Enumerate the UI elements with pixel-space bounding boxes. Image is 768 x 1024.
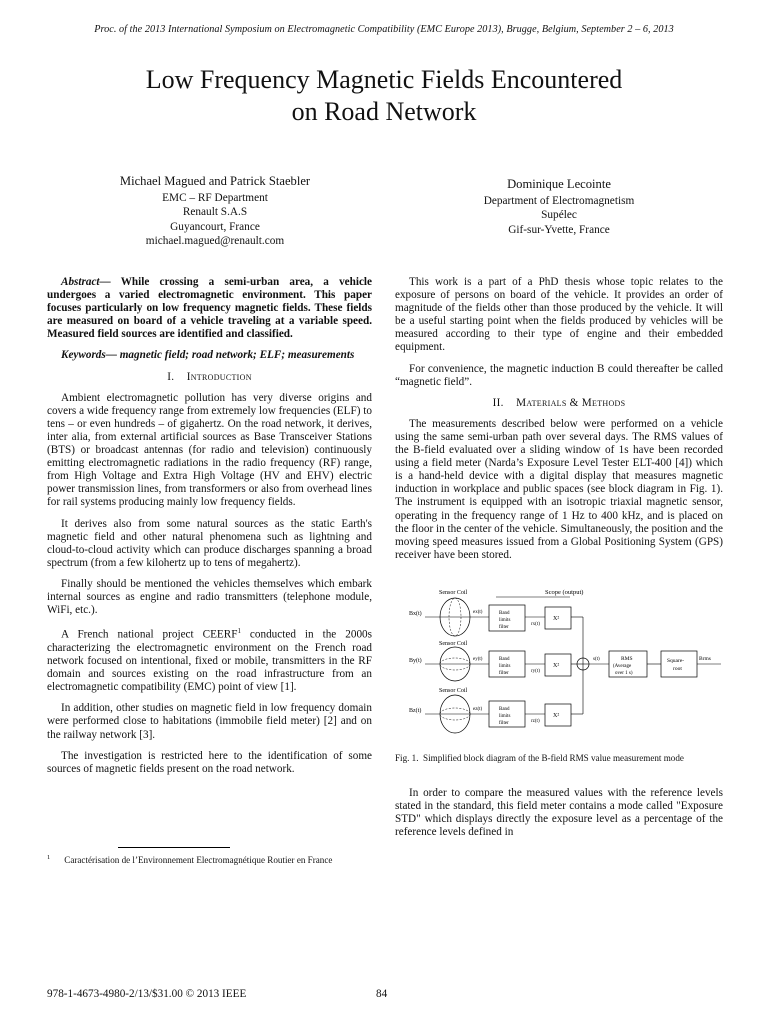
filter-label: Band [499,611,510,616]
input-label: Bx(t) [409,611,422,617]
filter-label: filter [499,671,509,676]
section-heading-introduction [47,371,372,384]
filtered-label: ry(t) [531,669,540,674]
affiliation-line: Gif-sur-Yvette, France [508,223,610,236]
rms-label: RMS [621,656,633,662]
filtered-label: rx(t) [531,622,540,627]
abstract-body: While crossing a semi-urban area, a vehicle undergoes a varied electromagnetic environment. This paper focuses particularly on low frequency magnetic fields. These fields are measured on board of a vehicle traveling at a variable speed. Measured field sources are identified and classified. [47,276,372,341]
affiliation-line: EMC – RF Department [162,191,268,204]
conference-header: Proc. of the 2013 International Symposium on Electromagnetic Compatibility (EMC Europe 2013), Brugge, Belgium, September 2 – 6, 2013 [94,24,674,35]
section-number: II. [492,396,504,409]
section-heading-methods [395,397,723,410]
abstract-lead: Abstract— [61,276,111,288]
square-label: X² [553,616,560,622]
author-email[interactable]: michael.magued@renault.com [145,235,285,247]
title-line-2: on Road Network [291,97,477,126]
scope-label: Scope (output) [545,589,584,596]
paragraph: Ambient electromagnetic pollution has very diverse origins and covers a wide frequency range from extremely low frequencies (ELF) to tens – or even hundreds – of gigahertz. On the road network, it derives, inter alia, from external artificial sources as Base Transceiver Stations (BTS) or broadcast antennas (for radio and television) continuously emitting electromagnetic radiations in the radio frequency (RF) range, from High Voltage and Extra High Voltage (HV and EHV) electric power transmission lines, from transformers or also from overhead lines for rail systems producing mainly low frequency fields. [47,391,372,509]
square-label: X² [553,663,560,669]
input-label: By(t) [409,658,422,664]
copyright-footer: 978-1-4673-4980-2/13/$31.00 © 2013 IEEE [47,988,247,1000]
sensor-row-x [409,590,583,658]
induced-label: ez(t) [473,707,483,712]
sensor-row-y [409,641,577,681]
author-block-left [60,174,370,249]
input-label: Bz(t) [409,708,422,714]
page-number: 84 [376,988,388,1000]
sum-label: s(t) [593,657,600,662]
author-name-left: Michael Magued and Patrick Staebler [119,174,311,188]
affiliation-line: Guyancourt, France [170,220,260,233]
section-title: Introduction [186,370,252,383]
induced-label: ey(t) [473,657,483,662]
footnote-marker: 1 [237,627,241,636]
square-label: X² [553,713,560,719]
rms-label: (Average [613,664,632,669]
keywords: Keywords— magnetic field; road network; ELF; measurements [61,349,355,362]
sensor-coil-label: Sensor Coil [439,641,468,647]
section-title: Materials & Methods [516,396,626,409]
output-label: Brms [699,656,711,662]
paragraph: In order to compare the measured values with the reference levels stated in the standard, this field meter contains a mode called "Exposure STD" which displays directly the exposure level as a percentage of the reference levels defined in [395,787,723,839]
footnote-divider [118,847,230,848]
section-number: I. [167,370,175,383]
figure-caption [395,753,723,765]
paragraph: For convenience, the magnetic induction B could thereafter be called “magnetic field”. [395,362,723,388]
paper-title [60,64,708,128]
paragraph: The measurements described below were performed on a vehicle using the same semi-urban path over several days. The RMS values of the B-field evaluated over a sliding window of 1s have been recorded using a field meter (Narda’s Exposure Level Tester ELT-400 [4]) which is a hand-held device with a digital display that measures magnetic induction in workplace and public spaces (see block diagram in Fig. 1). The instrument is equipped with an isotropic triaxial magnetic sensor, operating in the frequency range of 1 Hz to 400 kHz, and is placed on the floor in the center of the vehicle. Simultaneously, the position and the moving speed measures issued from a Global Positioning System (GPS) receiver have been stored. [395,417,723,561]
block-diagram-figure [395,585,723,747]
paragraph-text: conducted in the 2000s characterizing the electromagnetic environment on the French road network focused on intentional, fixed or mobile, transmitters in the RF domain and sources existing on the road infrastructure from an electromagnetic compatibility (EMC) point of view [1]. [47,628,372,694]
filter-label: filter [499,625,509,630]
author-name-right: Dominique Lecointe [507,177,611,191]
right-column-continued [395,787,723,847]
filter-label: limits [499,714,511,719]
left-column [47,276,372,784]
title-line-1: Low Frequency Magnetic Fields Encountered [145,65,623,94]
paragraph: The investigation is restricted here to the identification of some sources of magnetic fields present on the road network. [47,749,372,775]
rms-label: over 1 s) [615,671,633,676]
paragraph: It derives also from some natural sources as the static Earth's magnetic field and other natural phenomena such as lightning and cloud-to-cloud activity which can produce discharges spanning a broad spectrum (from a few kilohertz up to tens of megahertz). [47,517,372,569]
induced-label: ex(t) [473,610,483,615]
paragraph-text: A French national project CEERF [61,628,238,641]
footnote-text: Caractérisation de l’Environnement Electromagnétique Routier en France [64,855,333,866]
paragraph-ceerf [47,625,372,694]
filter-label: limits [499,664,511,669]
footnote-number: 1 [47,854,51,861]
root-label: Square- [667,658,685,664]
author-block-right [395,177,723,237]
affiliation-line: Department of Electromagnetism [483,194,635,207]
square-root-box [661,651,697,677]
sensor-row-z [409,670,583,733]
filter-label: Band [499,707,510,712]
affiliation-line: Renault S.A.S [182,206,248,218]
filtered-label: rz(t) [531,719,540,724]
caption-number: Fig. 1. [395,753,419,763]
root-label: root [673,666,682,672]
filter-label: limits [499,618,511,623]
caption-text: Simplified block diagram of the B-field RMS value measurement mode [423,753,684,763]
paragraph: Finally should be mentioned the vehicles themselves which embark internal sources as engine and radio transmitters (telephone module, WiFi, etc.). [47,577,372,617]
abstract [47,276,372,341]
footnote [47,852,372,867]
filter-label: Band [499,657,510,662]
sensor-coil-label: Sensor Coil [439,590,468,596]
paragraph: In addition, other studies on magnetic field in low frequency domain were performed close to habitations (immobile field meter) [2] and on the railway network [3]. [47,702,372,741]
paragraph: This work is a part of a PhD thesis whose topic relates to the exposure of persons on board of the vehicle. It provides an order of magnitude of the fields other than those produced by the vehicle. It will be a useful starting point when the fields produced by vehicles will be measured according to their type of engine and their embedded equipment. [395,276,723,354]
right-column [395,276,723,570]
sensor-coil-label: Sensor Coil [439,688,468,694]
affiliation-line: Supélec [541,209,577,221]
filter-label: filter [499,721,509,726]
